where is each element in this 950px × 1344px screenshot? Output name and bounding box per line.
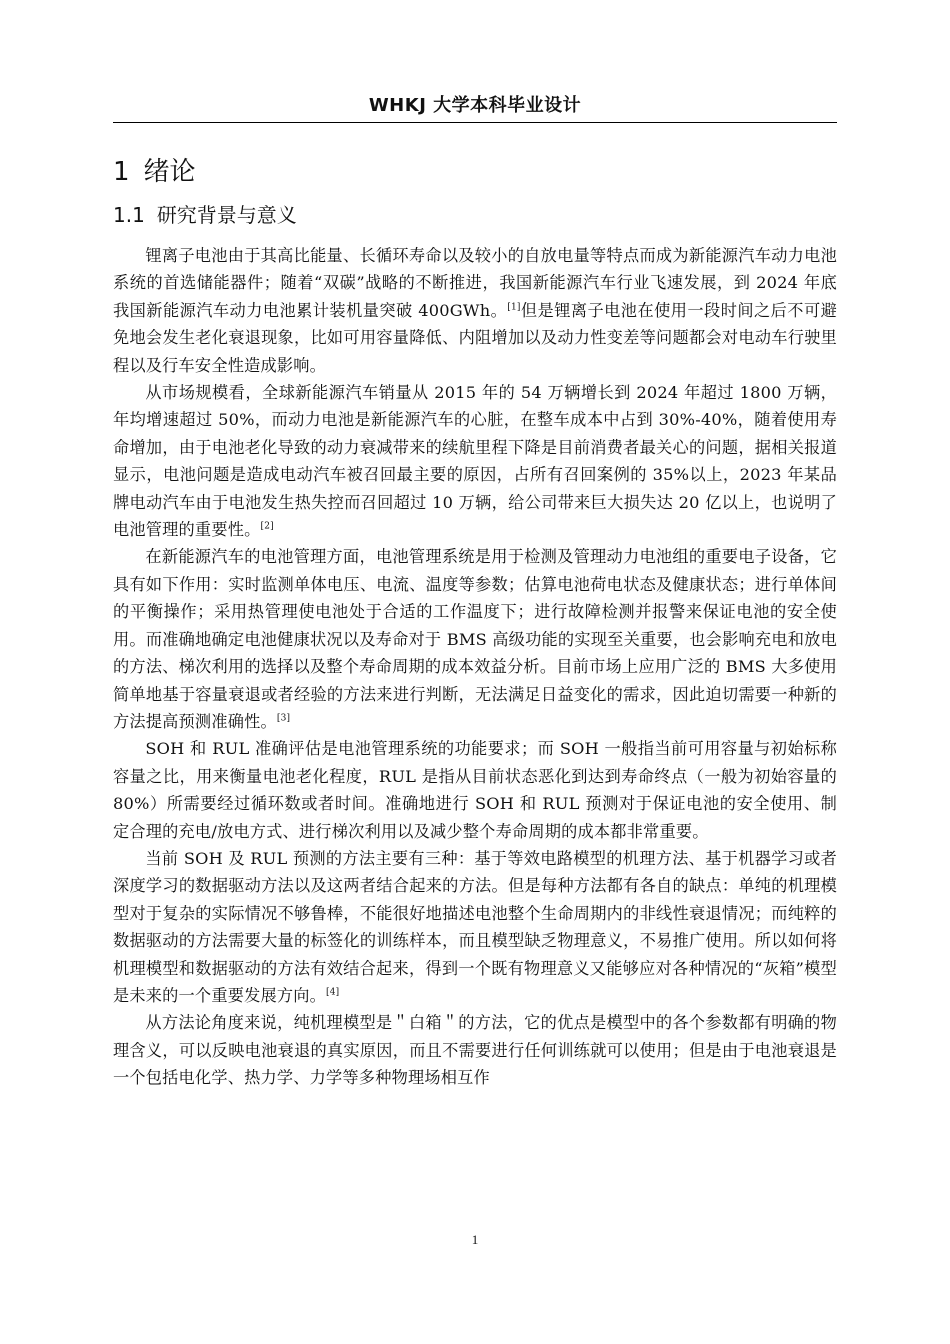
citation: [2] bbox=[260, 521, 274, 532]
citation: [1] bbox=[507, 302, 521, 313]
paragraph-text: 从方法论角度来说，纯机理模型是＂白箱＂的方法，它的优点是模型中的各个参数都有明确的物理含义，可以反映电池衰退的真实原因，而且不需要进行任何训练就可以使用；但是由于电池衰退是一个包括电化学、热力学、力学等多种物理场相互作 bbox=[113, 1013, 837, 1088]
section-title bbox=[113, 198, 837, 232]
citation: [3] bbox=[276, 713, 291, 724]
paragraph-text: 锂离子电池由于其高比能量、长循环寿命以及较小的自放电量等特点而成为新能源汽车动力电池系统的首选储能器件；随着“双碳”战略的不断推进，我国新能源汽车行业飞速发展，到 2024 年底我国新能源汽车动力电池累计装机量突破 400GWh。 bbox=[113, 246, 837, 320]
paragraph-text: 当前 SOH 及 RUL 预测的方法主要有三种：基于等效电路模型的机理方法、基于机器学习或者深度学习的数据驱动方法以及这两者结合起来的方法。但是每种方法都有各自的缺点：单纯的机理模型对于复杂的实际情况不够鲁棒，不能很好地描述电池整个生命周期内的非线性衰退情况；而纯粹的数据驱动的方法需要大量的标签化的训练样本，而且模型缺乏物理意义，不易推广使用。所以如何将机理模型和数据驱动的方法有效结合起来，得到一个既有物理意义又能够应对各种情况的“灰箱”模型是未来的一个重要发展方向。 bbox=[113, 848, 837, 1005]
paragraph bbox=[113, 845, 837, 1009]
paragraph-tail: 但是锂离子电池在使用一段时间之后不可避免地会发生老化衰退现象，比如可用容量降低、内阻增加以及动力性变差等问题都会对电动车行驶里程以及行车安全性造成影响。 bbox=[113, 300, 837, 375]
paragraph bbox=[113, 379, 837, 543]
page-content bbox=[113, 152, 837, 1092]
citation: [4] bbox=[326, 987, 340, 998]
section-title-text: 研究背景与意义 bbox=[156, 203, 297, 227]
paragraph bbox=[113, 242, 837, 379]
chapter-number: 1 bbox=[113, 157, 130, 187]
page-header: WHKJ 大学本科毕业设计 bbox=[113, 92, 837, 123]
page-number: 1 bbox=[471, 1232, 479, 1247]
paragraph-text: 在新能源汽车的电池管理方面，电池管理系统是用于检测及管理动力电池组的重要电子设备，它具有如下作用：实时监测单体电压、电流、温度等参数；估算电池荷电状态及健康状态；进行单体间的平衡操作；采用热管理使电池处于合适的工作温度下；进行故障检测并报警来保证电池的安全使用。而准确地确定电池健康状况以及寿命对于 BMS 高级功能的实现至关重要，也会影响充电和放电的方法、梯次利用的选择以及整个寿命周期的成本效益分析。目前市场上应用广泛的 BMS 大多使用简单地基于容量衰退或者经验的方法来进行判断，无法满足日益变化的需求，因此迫切需要一种新的方法提高预测准确性。 bbox=[113, 547, 837, 731]
paragraph bbox=[113, 735, 837, 845]
paragraph-text: SOH 和 RUL 准确评估是电池管理系统的功能要求；而 SOH 一般指当前可用容量与初始标称容量之比，用来衡量电池老化程度，RUL 是指从目前状态恶化到达到寿命终点（一般为初始容量的 80%）所需要经过循环数或者时间。准确地进行 SOH 和 RUL 预测对于保证电池的安全使用、制定合理的充电/放电方式、进行梯次利用以及减少整个寿命周期的成本都非常重要。 bbox=[113, 739, 837, 841]
paragraph bbox=[113, 1009, 837, 1091]
chapter-title bbox=[113, 152, 837, 192]
section-number: 1.1 bbox=[113, 203, 145, 227]
paragraph bbox=[113, 543, 837, 735]
paragraph-text: 从市场规模看，全球新能源汽车销量从 2015 年的 54 万辆增长到 2024 年超过 1800 万辆，年均增速超过 50%，而动力电池是新能源汽车的心脏，在整车成本中占到 30%-40%，随着使用寿命增加，由于电池老化导致的动力衰减带来的续航里程下降是目前消费者最关心的问题，据相关报道显示，电池问题是造成电动汽车被召回最主要的原因，占所有召回案例的 35%以上，2023 年某品牌电动汽车由于电池发生热失控而召回超过 10 万辆，给公司带来巨大损失达 20 亿以上，也说明了电池管理的重要性。 bbox=[113, 383, 837, 540]
chapter-title-text: 绪论 bbox=[143, 157, 196, 187]
